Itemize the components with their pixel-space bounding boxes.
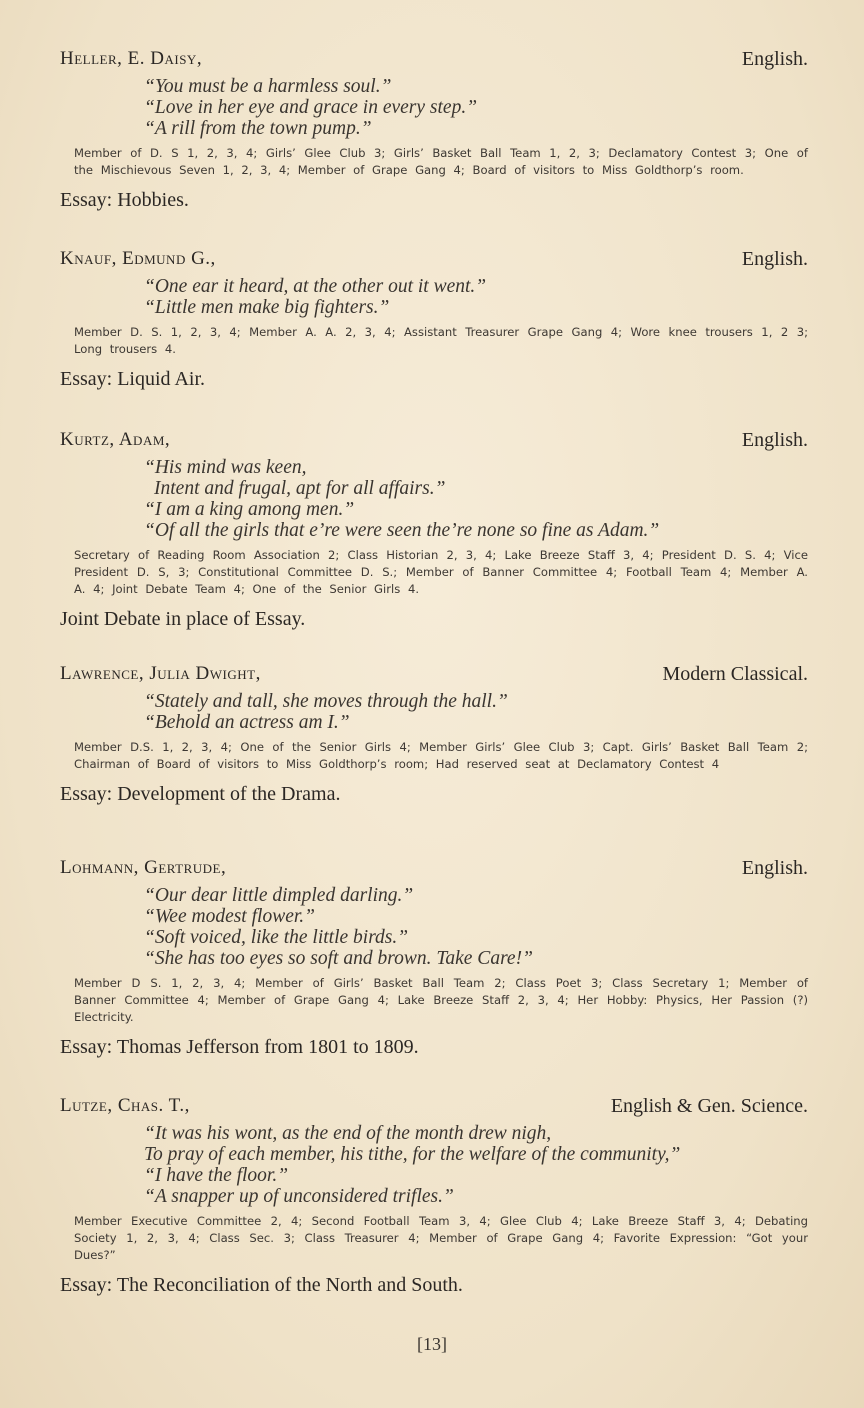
student-entry-lohmann [60,857,808,1059]
student-entry-heller [60,48,808,212]
quote-line: “Our dear little dimpled darling.” [144,885,414,906]
essay-title: Essay: The Reconciliation of the North and South. [60,1274,463,1296]
quote-line: “One ear it heard, at the other out it went.” [144,276,487,297]
activities-notes: Member Executive Committee 2, 4; Second Football Team 3, 4; Glee Club 4; Lake Breeze Staff 3, 4; Debating Society 1, 2, 3, 4; Class Sec. 3; Class Treasurer 4; Member of Grape Gang 4; Favorite Expression: “Got your Dues?” [74,1214,808,1262]
activities-notes: Member D. S. 1, 2, 3, 4; Member A. A. 2, 3, 4; Assistant Treasurer Grape Gang 4; Wore knee trousers 1, 2 3; Long trousers 4. [74,325,808,356]
course-name: English. [741,48,808,70]
quote-line: “A rill from the town pump.” [144,118,372,139]
essay-title: Essay: Thomas Jefferson from 1801 to 1809. [60,1036,419,1058]
quote-line: “Soft voiced, like the little birds.” [144,927,409,948]
quote-line: “Love in her eye and grace in every step.” [144,97,478,118]
quote-line: “I am a king among men.” [144,499,355,520]
essay-title: Essay: Hobbies. [60,189,189,211]
student-name: Heller, E. Daisy, [60,48,203,69]
quote-line: Intent and frugal, apt for all affairs.” [154,478,446,499]
quote-line: “You must be a harmless soul.” [144,76,392,97]
quote-line: “I have the floor.” [144,1165,289,1186]
student-entry-lutze [60,1095,808,1297]
quote-line: “Behold an actress am I.” [144,712,350,733]
quotes [144,691,808,733]
student-name: Lawrence, Julia Dwight, [60,663,261,684]
quote-line: “Of all the girls that e’re were seen the’re none so fine as Adam.” [144,520,660,541]
quote-line: To pray of each member, his tithe, for the welfare of the community,” [144,1144,681,1165]
quote-line: “It was his wont, as the end of the month drew nigh, [144,1123,552,1144]
quote-line: “Wee modest flower.” [144,906,315,927]
essay-title: Essay: Liquid Air. [60,368,205,390]
activities-notes: Member D S. 1, 2, 3, 4; Member of Girls’ Basket Ball Team 2; Class Poet 3; Class Secretary 1; Member of Banner Committee 4; Member of Grape Gang 4; Lake Breeze Staff 2, 3, 4; Her Hobby: Physics, Her Passion (?) Electricity. [74,976,808,1024]
quote-line: “Stately and tall, she moves through the hall.” [144,691,508,712]
student-name: Lutze, Chas. T., [60,1095,190,1116]
quote-line: “Little men make big fighters.” [144,297,390,318]
quote-line: “She has too eyes so soft and brown. Take Care!” [144,948,533,969]
activities-notes: Member D.S. 1, 2, 3, 4; One of the Senior Girls 4; Member Girls’ Glee Club 3; Capt. Girls’ Basket Ball Team 2; Chairman of Board of visitors to Miss Goldthorp’s room; Had reserved seat at Declamatory Contest 4 [74,740,808,771]
quotes [144,1123,808,1207]
student-name: Kurtz, Adam, [60,429,171,450]
student-entry-lawrence [60,663,808,806]
course-name: Modern Classical. [662,663,808,685]
activities-notes: Secretary of Reading Room Association 2; Class Historian 2, 3, 4; Lake Breeze Staff 3, 4; President D. S. 4; Vice President D. S, 3; Constitutional Committee D. S.; Member of Banner Committee 4; Football Team 4; Member A. A. 4; Joint Debate Team 4; One of the Senior Girls 4. [74,548,808,596]
quotes [144,76,808,139]
student-name: Lohmann, Gertrude, [60,857,227,878]
essay-title: Joint Debate in place of Essay. [60,608,306,630]
essay-title: Essay: Development of the Drama. [60,783,341,805]
quotes [144,457,808,541]
quote-line: “His mind was keen, [144,457,307,478]
student-name: Knauf, Edmund G., [60,248,216,269]
quotes [144,276,808,318]
course-name: English & Gen. Science. [610,1095,808,1117]
activities-notes: Member of D. S 1, 2, 3, 4; Girls’ Glee Club 3; Girls’ Basket Ball Team 1, 2, 3; Declamatory Contest 3; One of the Mischievous Seven 1, 2, 3, 4; Member of Grape Gang 4; Board of visitors to Miss Goldthorp’s room. [74,146,808,177]
course-name: English. [741,429,808,451]
student-entry-knauf [60,248,808,391]
course-name: English. [741,857,808,879]
page-number: [13] [417,1334,447,1354]
course-name: English. [741,248,808,270]
student-entry-kurtz [60,429,808,631]
quotes [144,885,808,969]
quote-line: “A snapper up of unconsidered trifles.” [144,1186,454,1207]
